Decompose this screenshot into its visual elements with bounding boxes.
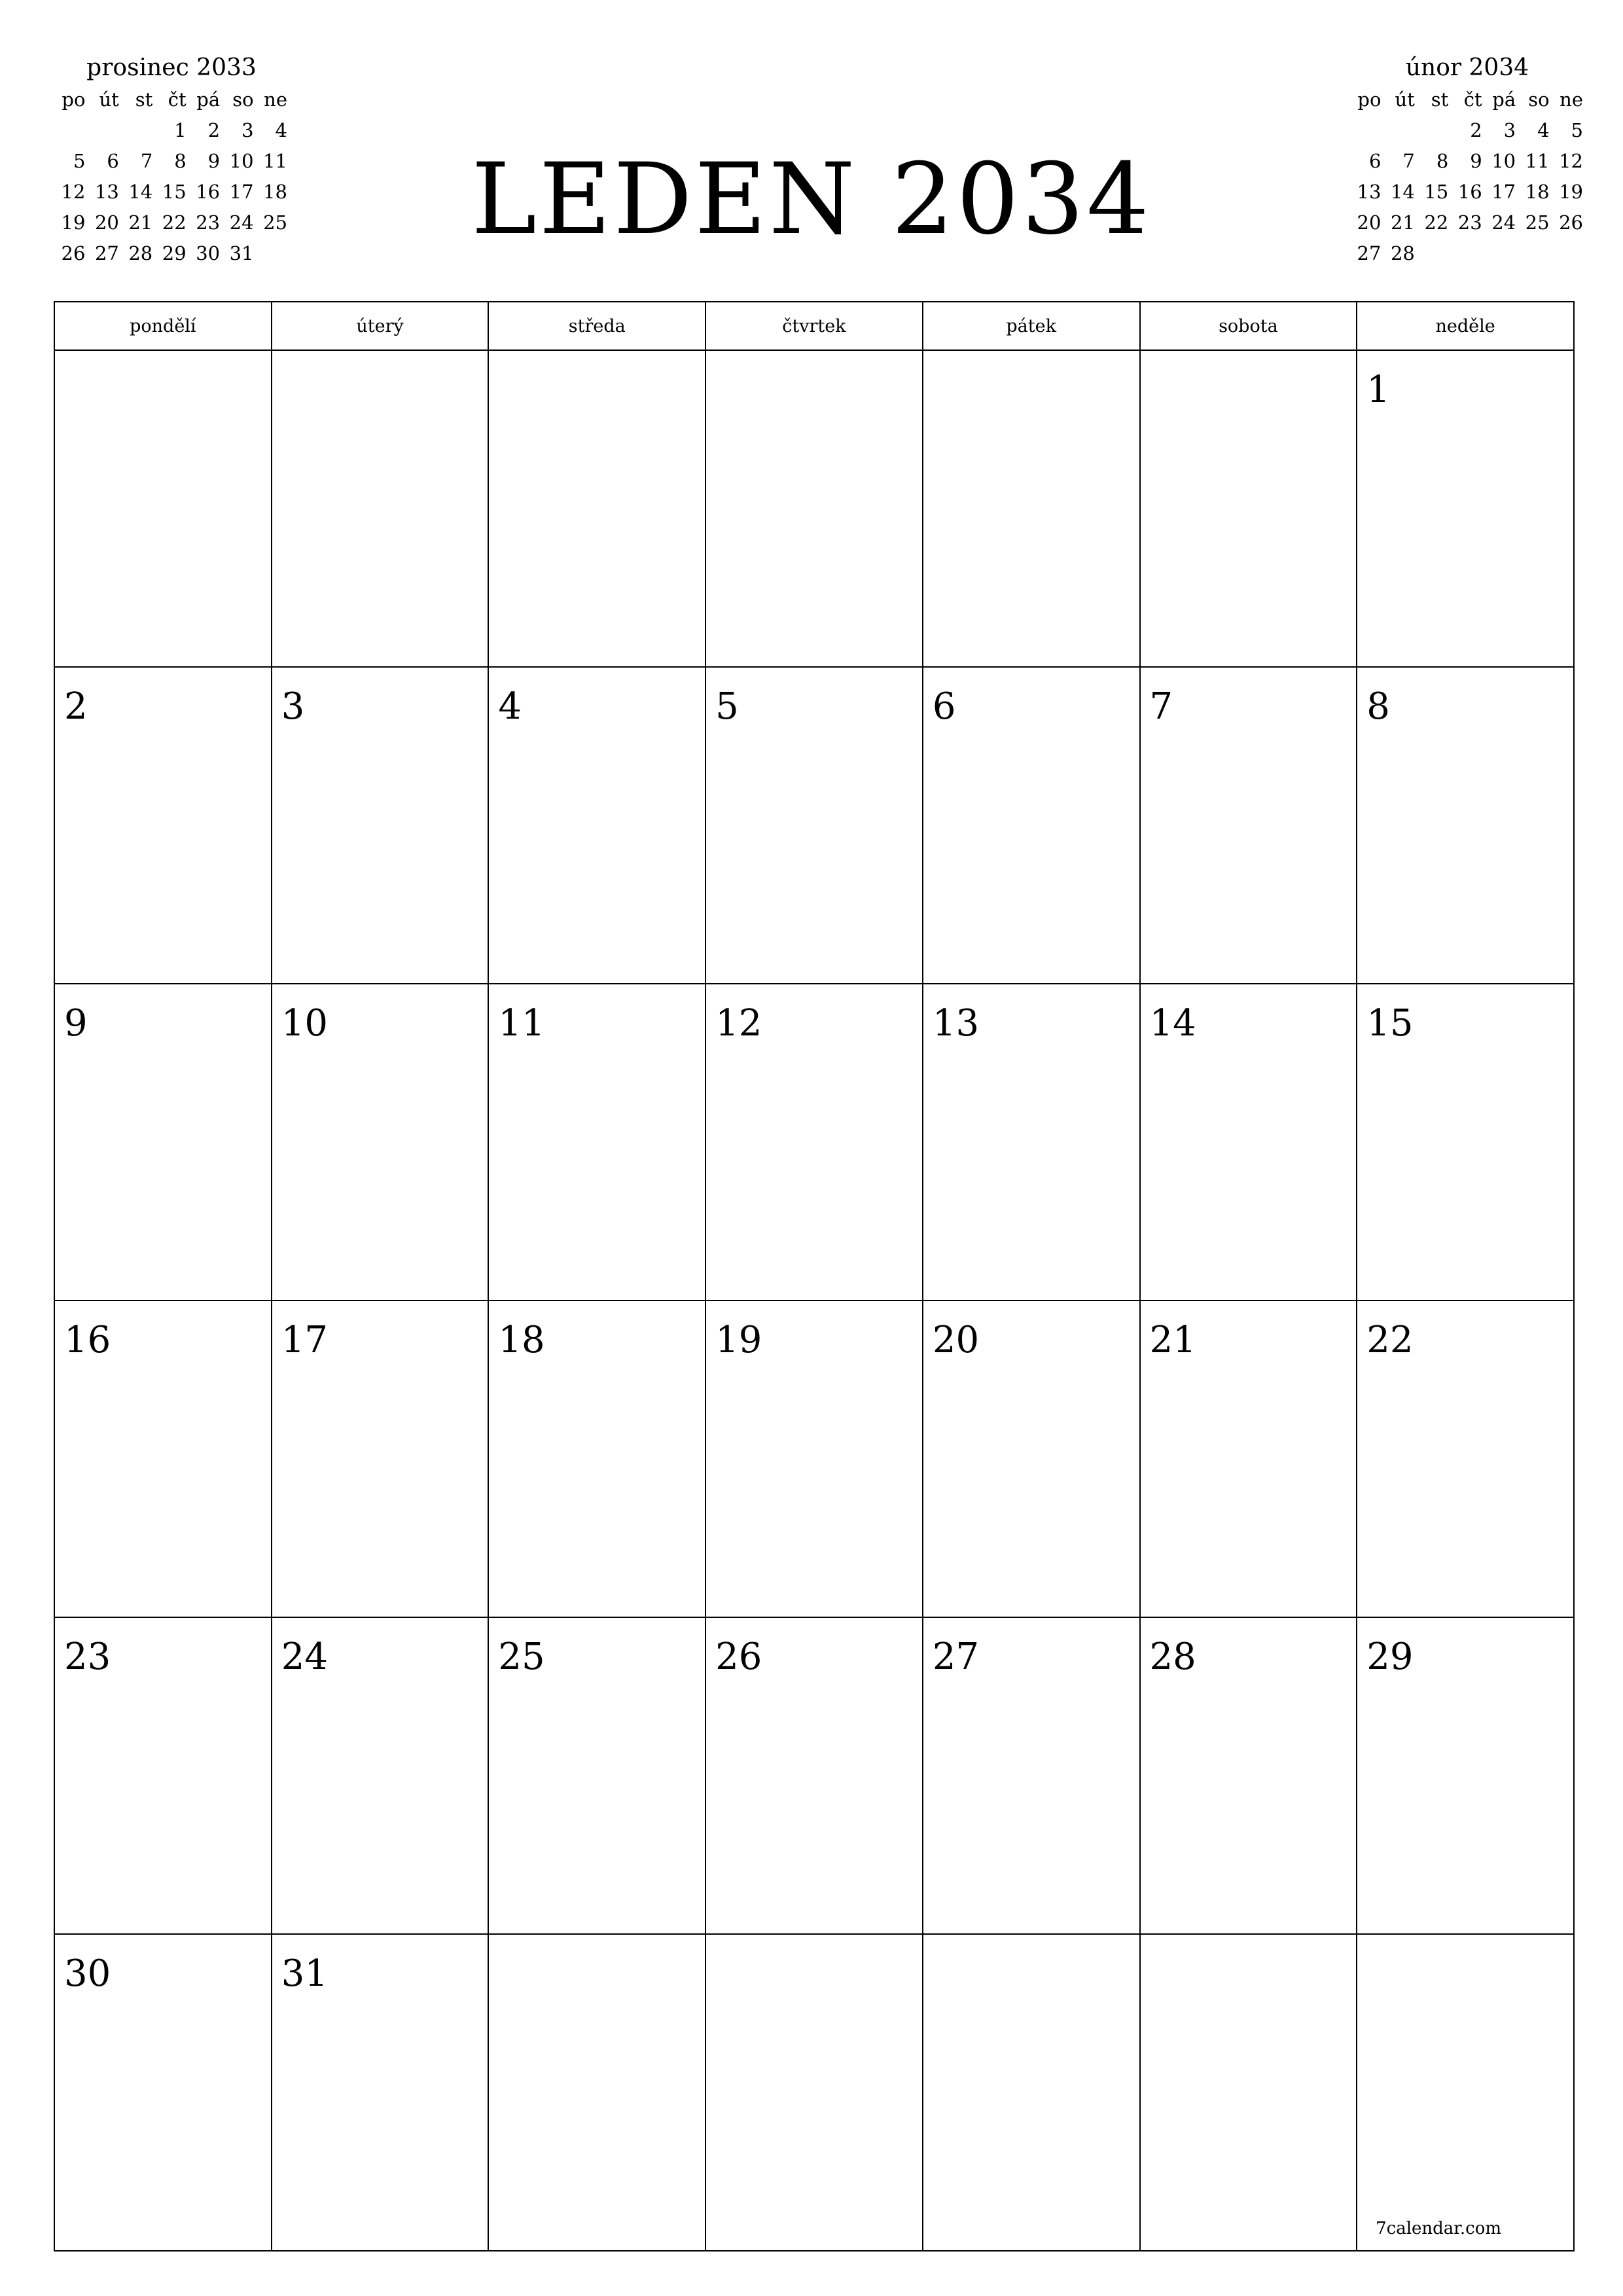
day-cell	[1357, 1617, 1574, 1934]
mini-calendar-table	[1349, 84, 1585, 268]
day-number: 26	[715, 1636, 762, 1678]
mini-day: 28	[1390, 242, 1415, 264]
mini-day	[54, 115, 87, 145]
day-cell	[705, 1934, 923, 2251]
mini-day	[1417, 238, 1450, 268]
weekday-header: sobota	[1140, 302, 1357, 350]
mini-day: 9	[1470, 149, 1482, 172]
weekday-header: pondělí	[54, 302, 272, 350]
mini-calendar-title: prosinec 2033	[86, 54, 257, 81]
mini-day: 6	[1368, 149, 1382, 172]
mini-calendar-next	[1349, 52, 1585, 268]
day-number: 2	[64, 685, 88, 728]
mini-day: 27	[94, 242, 119, 264]
day-number: 13	[932, 1002, 980, 1045]
day-cell	[1140, 1617, 1357, 1934]
week-row	[54, 667, 1574, 984]
mini-week-row	[1349, 145, 1585, 176]
day-cell	[54, 1934, 272, 2251]
day-number: 10	[281, 1002, 328, 1045]
day-cell	[705, 667, 923, 984]
weekday-header: středa	[488, 302, 705, 350]
mini-day: 10	[1491, 149, 1516, 172]
mini-weekday: čt	[168, 88, 187, 111]
mini-weekday: so	[232, 88, 254, 111]
mini-day: 8	[174, 149, 187, 172]
day-cell	[272, 1934, 489, 2251]
mini-calendar-title: únor 2034	[1405, 54, 1529, 81]
mini-week-row	[1349, 176, 1585, 207]
mini-day: 9	[207, 149, 221, 172]
mini-week-row	[54, 115, 289, 145]
mini-day: 25	[263, 211, 287, 234]
mini-day	[1552, 238, 1585, 268]
day-cell	[705, 350, 923, 667]
mini-day: 30	[196, 242, 221, 264]
mini-day	[1383, 115, 1416, 145]
mini-day	[1484, 238, 1518, 268]
day-cell	[1140, 667, 1357, 984]
mini-weekday: pá	[1492, 88, 1516, 111]
day-number: 16	[64, 1319, 111, 1361]
day-number: 21	[1149, 1319, 1196, 1361]
mini-weekday-row	[54, 84, 289, 115]
mini-day: 20	[94, 211, 119, 234]
weekday-header-row	[54, 302, 1574, 350]
day-cell	[1140, 1300, 1357, 1617]
page-title: LEDEN 2034	[471, 143, 1152, 257]
day-number: 3	[281, 685, 305, 728]
mini-day: 27	[1357, 242, 1382, 264]
mini-weekday: út	[1395, 88, 1415, 111]
day-cell	[1140, 984, 1357, 1300]
mini-day: 21	[1390, 211, 1415, 234]
day-cell	[923, 1300, 1140, 1617]
mini-day: 14	[128, 180, 153, 203]
day-cell	[488, 1617, 705, 1934]
day-number: 30	[64, 1952, 111, 1995]
weekday-header: pátek	[923, 302, 1140, 350]
day-number: 8	[1366, 685, 1390, 728]
day-cell	[488, 350, 705, 667]
day-number: 15	[1366, 1002, 1414, 1045]
mini-day: 29	[162, 242, 187, 264]
day-number: 27	[932, 1636, 980, 1678]
mini-weekday: po	[62, 88, 86, 111]
day-number: 5	[715, 685, 739, 728]
day-cell	[54, 1617, 272, 1934]
mini-day: 12	[61, 180, 86, 203]
mini-day: 7	[1402, 149, 1415, 172]
month-grid	[54, 301, 1575, 2251]
mini-week-row	[1349, 115, 1585, 145]
mini-weekday: st	[135, 88, 153, 111]
day-cell	[923, 1934, 1140, 2251]
day-number: 12	[715, 1002, 762, 1045]
day-cell	[1357, 984, 1574, 1300]
day-number: 9	[64, 1002, 88, 1045]
day-cell	[1357, 667, 1574, 984]
day-number: 29	[1366, 1636, 1414, 1678]
day-cell	[705, 1617, 923, 1934]
mini-day: 5	[1571, 118, 1583, 141]
mini-day: 11	[263, 149, 287, 172]
mini-day	[1450, 238, 1484, 268]
mini-day	[1349, 115, 1383, 145]
day-number: 22	[1366, 1319, 1414, 1361]
day-cell	[1357, 1300, 1574, 1617]
day-number: 18	[498, 1319, 545, 1361]
mini-day: 7	[140, 149, 153, 172]
mini-day: 15	[162, 180, 187, 203]
day-number: 1	[1366, 368, 1390, 411]
day-cell	[1357, 350, 1574, 667]
mini-day	[87, 115, 120, 145]
mini-day: 21	[128, 211, 153, 234]
day-cell	[705, 1300, 923, 1617]
day-cell	[54, 1300, 272, 1617]
week-row	[54, 1617, 1574, 1934]
day-cell	[1140, 350, 1357, 667]
mini-day: 22	[1424, 211, 1449, 234]
mini-day: 20	[1357, 211, 1382, 234]
day-cell	[488, 667, 705, 984]
week-row	[54, 984, 1574, 1300]
mini-day: 28	[128, 242, 153, 264]
mini-day: 14	[1390, 180, 1415, 203]
day-cell	[705, 984, 923, 1300]
mini-weekday: čt	[1463, 88, 1482, 111]
mini-weekday: ne	[264, 88, 287, 111]
mini-day: 10	[229, 149, 254, 172]
mini-day: 26	[61, 242, 86, 264]
day-cell	[923, 984, 1140, 1300]
mini-weekday: út	[99, 88, 119, 111]
mini-day: 19	[1559, 180, 1583, 203]
weekday-header: čtvrtek	[705, 302, 923, 350]
weekday-header: neděle	[1357, 302, 1574, 350]
week-row	[54, 1934, 1574, 2251]
mini-day: 17	[229, 180, 254, 203]
day-cell	[488, 1934, 705, 2251]
mini-day: 18	[263, 180, 287, 203]
mini-day: 24	[1491, 211, 1516, 234]
mini-day	[121, 115, 154, 145]
mini-day: 3	[1503, 118, 1516, 141]
mini-week-row	[1349, 207, 1585, 238]
day-cell	[923, 350, 1140, 667]
mini-day: 19	[61, 211, 86, 234]
day-cell	[923, 667, 1140, 984]
mini-weekday: pá	[196, 88, 221, 111]
mini-day	[1417, 115, 1450, 145]
mini-day: 22	[162, 211, 187, 234]
mini-day: 26	[1559, 211, 1583, 234]
day-cell	[1357, 1934, 1574, 2251]
week-row	[54, 350, 1574, 667]
mini-day: 4	[1537, 118, 1550, 141]
week-row	[54, 1300, 1574, 1617]
day-cell	[272, 1300, 489, 1617]
day-cell	[272, 1617, 489, 1934]
mini-day: 13	[94, 180, 119, 203]
mini-day: 13	[1357, 180, 1382, 203]
day-number: 28	[1149, 1636, 1196, 1678]
day-number: 6	[932, 685, 956, 728]
day-number: 23	[64, 1636, 111, 1678]
mini-day: 25	[1525, 211, 1550, 234]
mini-day: 2	[1470, 118, 1482, 141]
mini-weekday: po	[1357, 88, 1382, 111]
mini-weekday: so	[1528, 88, 1550, 111]
mini-day: 24	[229, 211, 254, 234]
day-number: 11	[498, 1002, 545, 1045]
day-cell	[54, 667, 272, 984]
mini-weekday: ne	[1560, 88, 1583, 111]
day-cell	[923, 1617, 1140, 1934]
mini-day: 15	[1424, 180, 1449, 203]
weekday-header: úterý	[272, 302, 489, 350]
site-credit: 7calendar.com	[1376, 2219, 1501, 2238]
day-cell	[272, 667, 489, 984]
day-number: 19	[715, 1319, 762, 1361]
day-number: 24	[281, 1636, 328, 1678]
mini-day: 4	[275, 118, 287, 141]
day-number: 4	[498, 685, 522, 728]
day-cell	[488, 984, 705, 1300]
mini-day: 1	[174, 118, 187, 141]
day-number: 7	[1149, 685, 1173, 728]
mini-day	[1518, 238, 1551, 268]
day-number: 25	[498, 1636, 545, 1678]
day-cell	[54, 984, 272, 1300]
mini-day: 6	[107, 149, 119, 172]
mini-day: 23	[196, 211, 221, 234]
day-number: 14	[1149, 1002, 1196, 1045]
day-cell	[488, 1300, 705, 1617]
day-cell	[272, 984, 489, 1300]
mini-day: 17	[1491, 180, 1516, 203]
mini-week-row	[1349, 238, 1585, 268]
mini-day: 11	[1525, 149, 1550, 172]
day-number: 20	[932, 1319, 980, 1361]
mini-day: 3	[241, 118, 254, 141]
mini-day: 18	[1525, 180, 1550, 203]
day-number: 31	[281, 1952, 328, 1995]
mini-day: 12	[1559, 149, 1583, 172]
day-cell	[272, 350, 489, 667]
day-number: 17	[281, 1319, 328, 1361]
mini-day: 16	[196, 180, 221, 203]
day-cell	[54, 350, 272, 667]
mini-weekday: st	[1431, 88, 1449, 111]
mini-day: 16	[1457, 180, 1482, 203]
day-cell	[1140, 1934, 1357, 2251]
mini-day: 31	[229, 242, 254, 264]
mini-day: 8	[1436, 149, 1449, 172]
mini-weekday-row	[1349, 84, 1585, 115]
mini-day: 5	[73, 149, 86, 172]
mini-day: 23	[1457, 211, 1482, 234]
mini-day: 2	[207, 118, 221, 141]
